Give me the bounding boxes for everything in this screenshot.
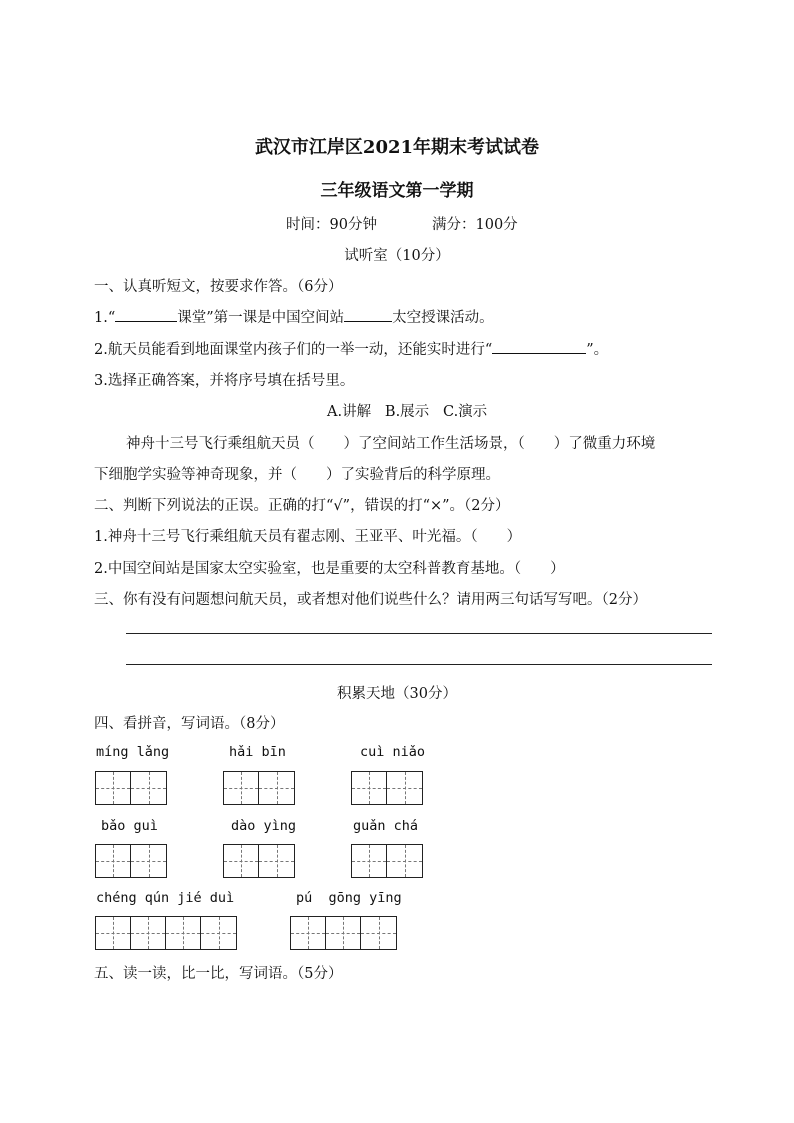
pinyin-label: guǎn chá [353,818,419,834]
grid-cell[interactable] [224,845,259,877]
question-2-title: 二、判断下列说法的正误。正确的打“√”，错误的打“×”。（2分） [94,498,510,514]
grid-cell[interactable] [131,917,166,949]
pinyin-label: dào yìng [231,818,297,834]
grid-cell[interactable] [224,772,259,804]
writing-grid-2[interactable] [95,844,167,878]
grid-cell[interactable] [387,845,422,877]
grid-cell[interactable] [352,772,387,804]
grid-cell[interactable] [291,917,326,949]
question-1-2 [94,338,608,359]
pinyin-label: cuì niǎo [360,744,426,760]
grid-cell[interactable] [131,845,166,877]
answer-blank-3[interactable] [492,339,586,354]
section-heading-accumulation: 积累天地（30分） [337,686,457,702]
question-3-title: 三、你有没有问题想问航天员，或者想对他们说些什么？请用两三句话写写吧。（2分） [94,592,647,608]
grid-cell[interactable] [166,917,201,949]
writing-grid-3[interactable] [290,916,397,950]
question-1-1-part-b: 课堂”第一课是中国空间站 [177,310,345,326]
exam-score: 满分：100分 [432,217,518,233]
question-1-1-part-a: 1.“ [94,310,116,326]
exam-title: 武汉市江岸区2021年期末考试试卷 [254,137,540,158]
answer-options: A.讲解 B.展示 C.演示 [327,404,488,420]
section-heading-listening: 试听室（10分） [344,248,450,264]
grid-cell[interactable] [96,917,131,949]
grid-cell[interactable] [259,845,294,877]
question-4-title: 四、看拼音，写词语。（8分） [94,716,285,732]
writing-grid-2[interactable] [223,771,295,805]
grid-cell[interactable] [387,772,422,804]
writing-grid-2[interactable] [351,844,423,878]
pinyin-label: bǎo guì [101,818,158,834]
answer-blank-1[interactable] [115,307,177,322]
grid-cell[interactable] [131,772,166,804]
pinyin-label: míng lǎng [96,744,170,760]
pinyin-label: hǎi bīn [229,744,286,760]
grid-cell[interactable] [201,917,236,949]
grid-cell[interactable] [96,845,131,877]
writing-line-2[interactable] [126,664,712,665]
passage-line-1: 神舟十三号飞行乘组航天员（ ）了空间站工作生活场景，（ ）了微重力环境 [126,436,656,452]
passage-line-2: 下细胞学实验等神奇现象，并（ ）了实验背后的科学原理。 [94,467,500,483]
writing-line-1[interactable] [126,633,712,634]
writing-grid-4[interactable] [95,916,237,950]
answer-blank-2[interactable] [344,307,392,322]
pinyin-label: chéng qún jié duì [96,890,235,906]
question-1-2-part-b: ”。 [586,342,609,358]
grid-cell[interactable] [259,772,294,804]
grid-cell[interactable] [326,917,361,949]
writing-grid-2[interactable] [95,771,167,805]
question-1-1 [94,306,494,327]
exam-subtitle: 三年级语文第一学期 [320,181,474,201]
writing-grid-2[interactable] [351,771,423,805]
grid-cell[interactable] [352,845,387,877]
pinyin-label: pú gōng yīng [296,890,402,906]
writing-grid-2[interactable] [223,844,295,878]
exam-time: 时间：90分钟 [286,217,377,233]
question-1-3: 3.选择正确答案，并将序号填在括号里。 [94,373,355,389]
question-5-title: 五、读一读，比一比，写词语。（5分） [94,966,343,982]
question-2-1: 1.神舟十三号飞行乘组航天员有翟志刚、王亚平、叶光福。（ ） [94,529,522,545]
question-1-title: 一、认真听短文，按要求作答。（6分） [94,279,343,295]
grid-cell[interactable] [96,772,131,804]
grid-cell[interactable] [361,917,396,949]
question-1-1-part-c: 太空授课活动。 [392,310,494,326]
question-1-2-part-a: 2.航天员能看到地面课堂内孩子们的一举一动，还能实时进行“ [94,342,493,358]
question-2-2: 2.中国空间站是国家太空实验室，也是重要的太空科普教育基地。（ ） [94,561,565,577]
